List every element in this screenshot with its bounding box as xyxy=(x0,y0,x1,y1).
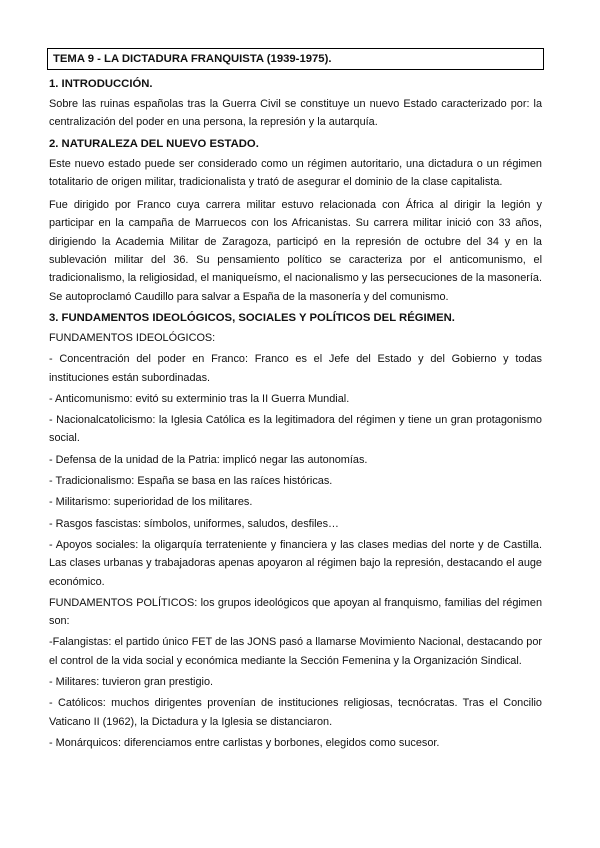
subheading-ideologicos: FUNDAMENTOS IDEOLÓGICOS: xyxy=(49,331,216,344)
list-item: - Concentración del poder en Franco: Franco es el Jefe del Estado y del Gobierno y todas instituciones están subordinadas. xyxy=(49,353,542,384)
list-item: -Falangistas: el partido único FET de las JONS pasó a llamarse Movimiento Nacional, destacando por el control de la vida social y económica mediante la Sección Femenina y la Organización Sindical. xyxy=(49,636,542,667)
list-item: - Tradicionalismo: España se basa en las raíces históricas. xyxy=(49,475,333,488)
document-title: TEMA 9 - LA DICTADURA FRANQUISTA (1939-1975). xyxy=(47,48,544,70)
section-heading-naturaleza: 2. NATURALEZA DEL NUEVO ESTADO. xyxy=(49,137,259,150)
document-page xyxy=(47,48,544,755)
section-heading-fundamentos: 3. FUNDAMENTOS IDEOLÓGICOS, SOCIALES Y POLÍTICOS DEL RÉGIMEN. xyxy=(49,311,455,324)
list-item: - Apoyos sociales: la oligarquía terrateniente y financiera y las clases medias del norte y de Castilla. Las clases urbanas y trabajadoras apenas apoyaron al régimen bajo la represión, destacando el auge económico. xyxy=(49,538,542,588)
list-item: - Nacionalcatolicismo: la Iglesia Católica es la legitimadora del régimen y tiene un gran protagonismo social. xyxy=(49,414,542,445)
list-item: - Rasgos fascistas: símbolos, uniformes, saludos, desfiles… xyxy=(49,517,339,530)
list-item: - Militares: tuvieron gran prestigio. xyxy=(49,676,214,689)
list-item: - Católicos: muchos dirigentes provenían de instituciones religiosas, tecnócratas. Tras el Concilio Vaticano II (1962), la Dictadura y la Iglesia se distanciaron. xyxy=(49,697,542,728)
section-heading-introduccion: 1. INTRODUCCIÓN. xyxy=(49,78,153,90)
list-item: - Militarismo: superioridad de los militares. xyxy=(49,496,253,509)
list-item: - Monárquicos: diferenciamos entre carlistas y borbones, elegidos como sucesor. xyxy=(49,736,440,749)
paragraph-politicos-intro: FUNDAMENTOS POLÍTICOS: los grupos ideológicos que apoyan al franquismo, familias del régimen son: xyxy=(49,596,542,628)
list-item: - Anticomunismo: evitó su exterminio tras la II Guerra Mundial. xyxy=(49,392,350,405)
paragraph-introduccion: Sobre las ruinas españolas tras la Guerra Civil se constituye un nuevo Estado caracterizado por: la centralización del poder en una persona, la represión y la autarquía. xyxy=(49,98,542,129)
paragraph-naturaleza-2: Fue dirigido por Franco cuya carrera militar estuvo relacionada con África al dirigir la legión y participar en la campaña de Marruecos con los Africanistas. Su carrera militar inició con 33 años, dirigiendo la Academia Militar de Zaragoza, participó en la represión de octubre del 34 y en la sublevación militar del 36. Su pensamiento político se caracteriza por el anticomunismo, el tradicionalismo, la religiosidad, el maniqueísmo, el nacionalismo y las persecuciones de la masonería. Se autoproclamó Caudillo para salvar a España de la masonería y del comunismo. xyxy=(49,199,542,303)
list-item: - Defensa de la unidad de la Patria: implicó negar las autonomías. xyxy=(49,453,368,466)
paragraph-naturaleza-1: Este nuevo estado puede ser considerado como un régimen autoritario, una dictadura o un régimen totalitario de origen militar, tradicionalista y trató de asegurar el dominio de la clase capitalista. xyxy=(49,157,542,188)
